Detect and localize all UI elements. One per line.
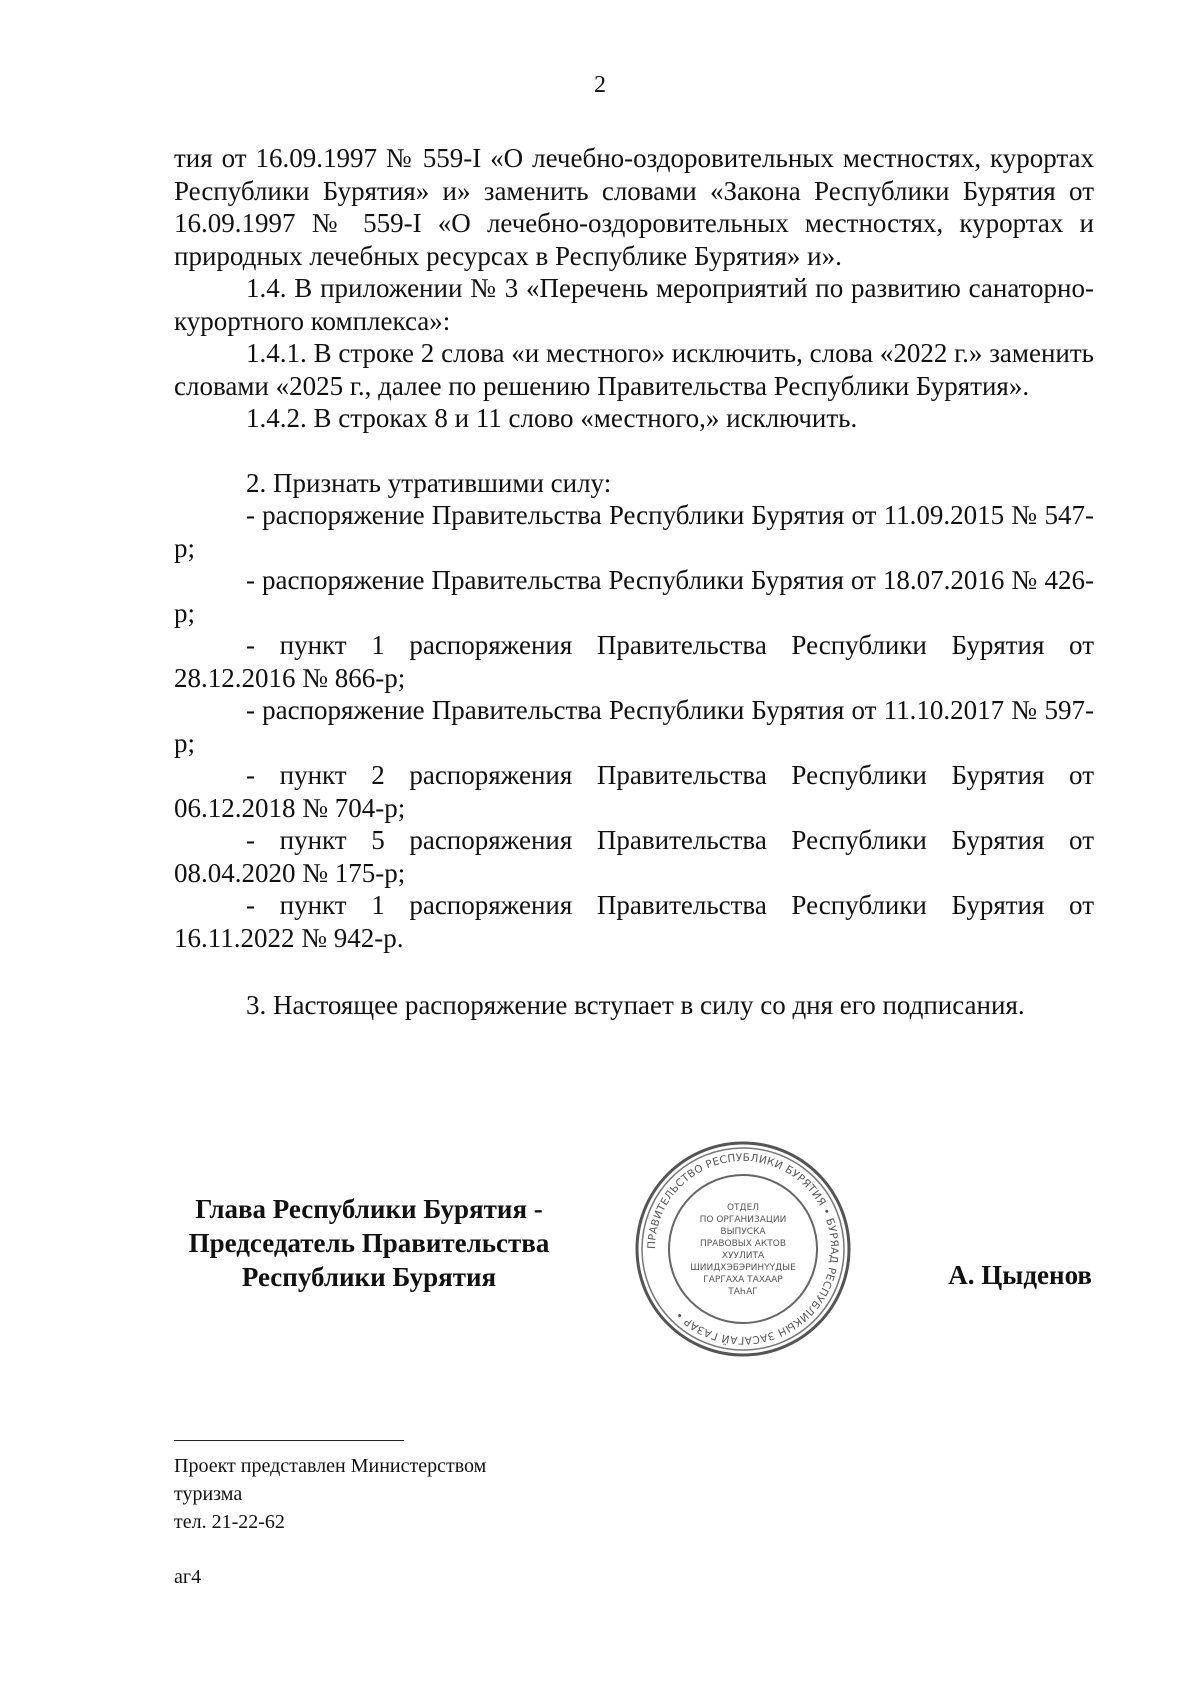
signer-name: А. Цыденов (948, 1260, 1092, 1290)
footnote-line: туризма (174, 1483, 243, 1505)
signatory-title-line: Республики Бурятия (241, 1262, 497, 1292)
repealed-item: - пункт 1 распоряжения Правительства Республики Бурятия от 28.12.2016 № 866-р; (174, 630, 1094, 693)
seal-inner-line: ГАРГАХА ТАХААР (703, 1275, 783, 1285)
repealed-item: - распоряжение Правительства Республики Бурятия от 11.10.2017 № 597-р; (174, 695, 1094, 758)
repealed-item: - пункт 5 распоряжения Правительства Республики Бурятия от 08.04.2020 № 175-р; (174, 825, 1094, 888)
document-code: аг4 (174, 1566, 202, 1588)
footnote-project-info (174, 1452, 594, 1536)
svg-text:ПРАВИТЕЛЬСТВО РЕСПУБЛИКИ БУРЯТ: ПРАВИТЕЛЬСТВО РЕСПУБЛИКИ БУРЯТИЯ • БУРЯАД РЕСПУБЛИКЫН ЗАСАГАЙ ГАЗАР • (645, 1151, 841, 1347)
paragraph-3: 3. Настоящее распоряжение вступает в силу со дня его подписания. (246, 990, 1025, 1020)
seal-inner-line: ШИИДХЭБЭРИНҮҮДЫЕ (690, 1263, 796, 1273)
official-seal-stamp (632, 1138, 854, 1360)
footnote-line: Проект представлен Министерством (174, 1455, 487, 1477)
paragraph-1-4-2: 1.4.2. В строках 8 и 11 слово «местного,» исключить. (246, 403, 858, 433)
seal-inner-line: ТАҺАГ (728, 1287, 758, 1297)
seal-inner-line: ВЫПУСКА (720, 1227, 766, 1237)
paragraph-continuation: тия от 16.09.1997 № 559-I «О лечебно-оздоровительных местностях, курортах Республики Бурятия» и» заменить словами «Закона Республики Бурятия от 16.09.1997 № 559-I «О лечебно-оздоровительных местностях, курортах и природных лечебных ресурсах в Республике Бурятия» и». (174, 143, 1094, 271)
seal-inner-line: ПРАВОВЫХ АКТОВ (699, 1239, 787, 1249)
signatory-title (164, 1192, 574, 1294)
repealed-item: - пункт 1 распоряжения Правительства Республики Бурятия от 16.11.2022 № 942-р. (174, 890, 1094, 953)
seal-inner-line: ПО ОРГАНИЗАЦИИ (699, 1215, 787, 1225)
page-number: 2 (594, 72, 606, 98)
paragraph-1-4-1: 1.4.1. В строке 2 слова «и местного» исключить, слова «2022 г.» заменить словами «2025 г., далее по решению Правительства Республики Бурятия». (174, 338, 1094, 401)
paragraph-2: 2. Признать утратившими силу: (246, 467, 612, 498)
signatory-title-line: Глава Республики Бурятия - (195, 1194, 543, 1224)
footnote-phone: тел. 21-22-62 (174, 1511, 285, 1533)
paragraph-1-4: 1.4. В приложении № 3 «Перечень мероприятий по развитию санаторно-курортного комплекса»: (174, 273, 1094, 336)
repealed-item: - распоряжение Правительства Республики Бурятия от 18.07.2016 № 426-р; (174, 565, 1094, 628)
repealed-item: - распоряжение Правительства Республики Бурятия от 11.09.2015 № 547-р; (174, 500, 1094, 563)
signatory-title-line: Председатель Правительства (188, 1228, 550, 1258)
document-body (174, 142, 1094, 1022)
seal-inner-line: ОТДЕЛ (726, 1203, 760, 1213)
footnote-divider (174, 1440, 404, 1441)
seal-inner-line: ХУУЛИТА (721, 1251, 765, 1261)
repealed-item: - пункт 2 распоряжения Правительства Республики Бурятия от 06.12.2018 № 704-р; (174, 760, 1094, 823)
